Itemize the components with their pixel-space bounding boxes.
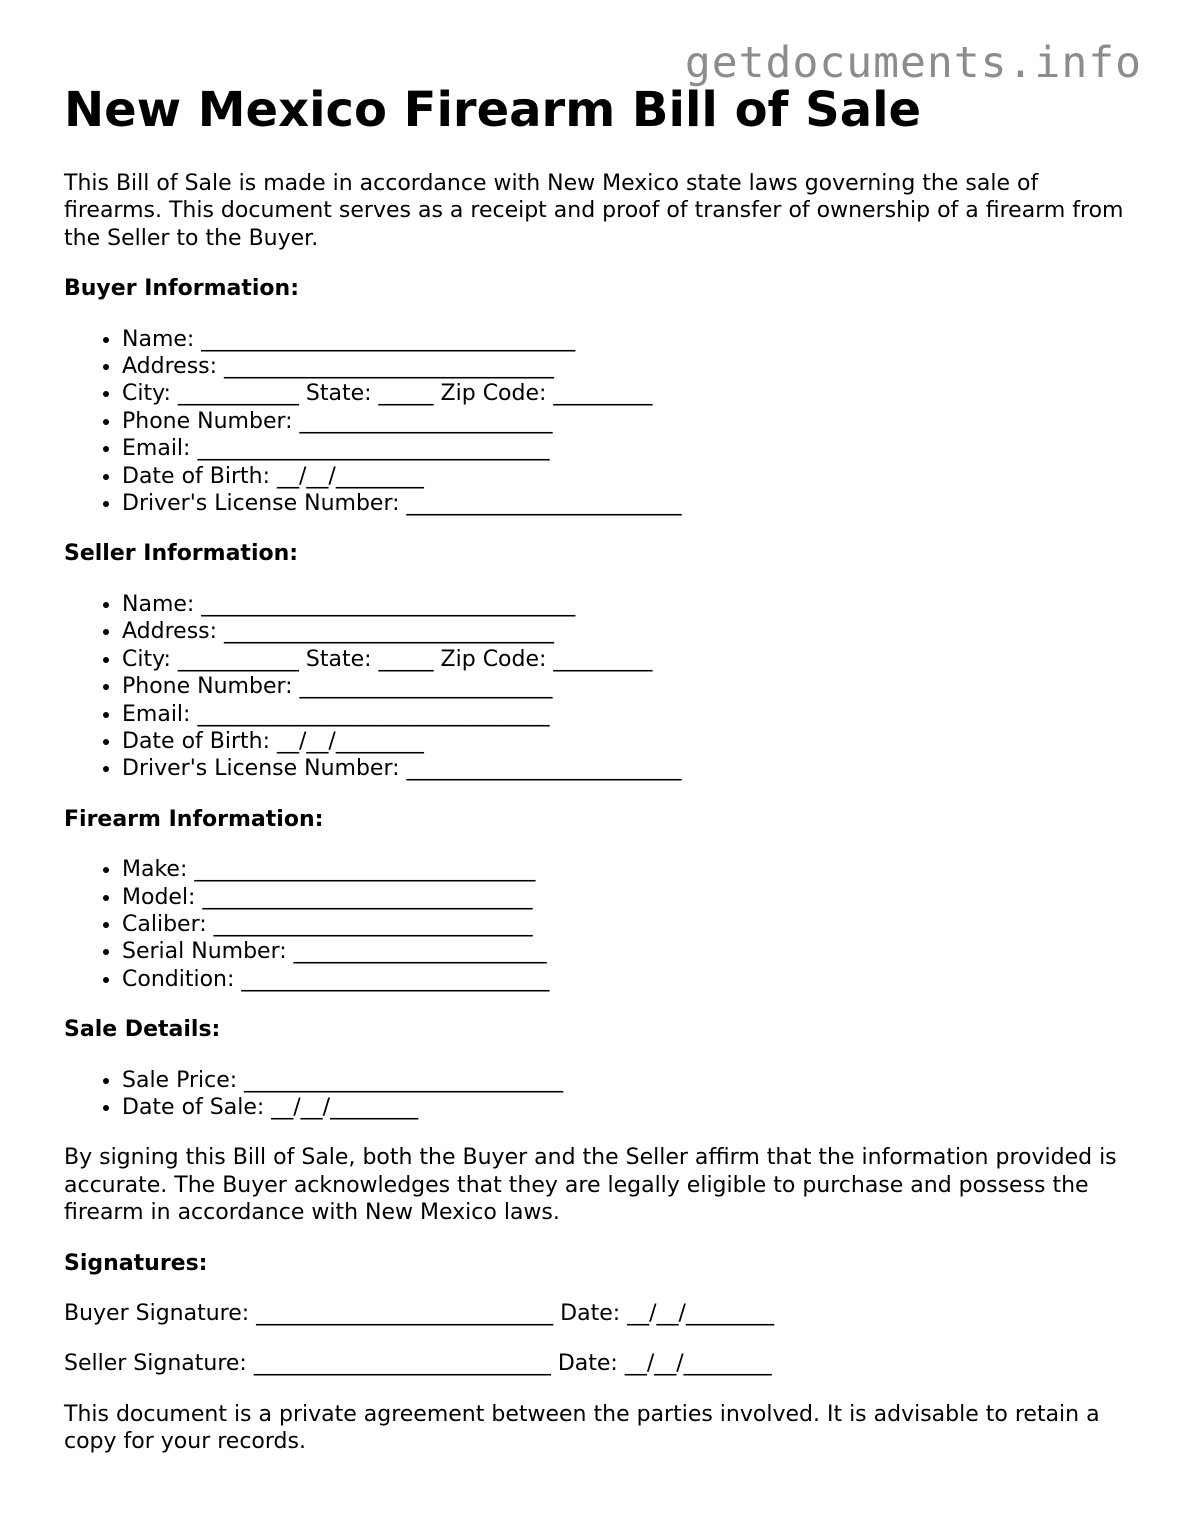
buyer-email-field[interactable]: • Email: ________________________________ [122, 435, 1124, 462]
firearm-make-field[interactable]: • Make: _______________________________ [122, 856, 1124, 883]
buyer-name-field[interactable]: • Name: __________________________________ [122, 326, 1124, 353]
buyer-info-list [64, 326, 1124, 518]
buyer-address-field[interactable]: • Address: ______________________________ [122, 353, 1124, 380]
seller-city-state-zip-field[interactable]: • City: ___________ State: _____ Zip Code: _________ [122, 646, 1124, 673]
document-body [64, 170, 1124, 1456]
seller-name-field[interactable]: • Name: __________________________________ [122, 591, 1124, 618]
sale-date-field[interactable]: • Date of Sale: __/__/________ [122, 1094, 1124, 1121]
affirmation-paragraph: By signing this Bill of Sale, both the Buyer and the Seller affirm that the information provided is accurate. The Buyer acknowledges that they are legally eligible to purchase and possess the firearm in accordance with New Mexico laws. [64, 1145, 1117, 1226]
sale-details-list [64, 1067, 1124, 1122]
seller-email-field[interactable]: • Email: ________________________________ [122, 701, 1124, 728]
buyer-city-state-zip-field[interactable]: • City: ___________ State: _____ Zip Code: _________ [122, 380, 1124, 407]
buyer-license-field[interactable]: • Driver's License Number: _________________________ [122, 490, 1124, 517]
buyer-info-heading: Buyer Information: [64, 276, 299, 302]
firearm-info-list [64, 856, 1124, 993]
buyer-phone-field[interactable]: • Phone Number: _______________________ [122, 408, 1124, 435]
buyer-dob-field[interactable]: • Date of Birth: __/__/________ [122, 463, 1124, 490]
firearm-model-field[interactable]: • Model: ______________________________ [122, 884, 1124, 911]
seller-address-field[interactable]: • Address: ______________________________ [122, 618, 1124, 645]
site-watermark: getdocuments.info [684, 38, 1142, 88]
firearm-info-heading: Firearm Information: [64, 806, 324, 832]
sale-price-field[interactable]: • Sale Price: _____________________________ [122, 1067, 1124, 1094]
firearm-serial-field[interactable]: • Serial Number: _______________________ [122, 938, 1124, 965]
seller-info-list [64, 591, 1124, 783]
seller-dob-field[interactable]: • Date of Birth: __/__/________ [122, 728, 1124, 755]
closing-paragraph: This document is a private agreement between the parties involved. It is advisable to retain a copy for your records. [64, 1401, 1100, 1455]
seller-signature-line[interactable]: Seller Signature: ___________________________ Date: __/__/________ [64, 1351, 772, 1377]
intro-paragraph: This Bill of Sale is made in accordance with New Mexico state laws governing the sale of firearms. This document serves as a receipt and proof of transfer of ownership of a firearm from the Seller to the Buyer. [64, 171, 1124, 251]
seller-license-field[interactable]: • Driver's License Number: _________________________ [122, 755, 1124, 782]
sale-details-heading: Sale Details: [64, 1017, 221, 1043]
buyer-signature-line[interactable]: Buyer Signature: ___________________________ Date: __/__/________ [64, 1301, 774, 1326]
seller-phone-field[interactable]: • Phone Number: _______________________ [122, 673, 1124, 700]
signatures-heading: Signatures: [64, 1250, 208, 1276]
firearm-condition-field[interactable]: • Condition: ____________________________ [122, 966, 1124, 993]
document-title: New Mexico Firearm Bill of Sale [64, 82, 922, 138]
seller-info-heading: Seller Information: [64, 541, 299, 567]
firearm-caliber-field[interactable]: • Caliber: _____________________________ [122, 911, 1124, 938]
